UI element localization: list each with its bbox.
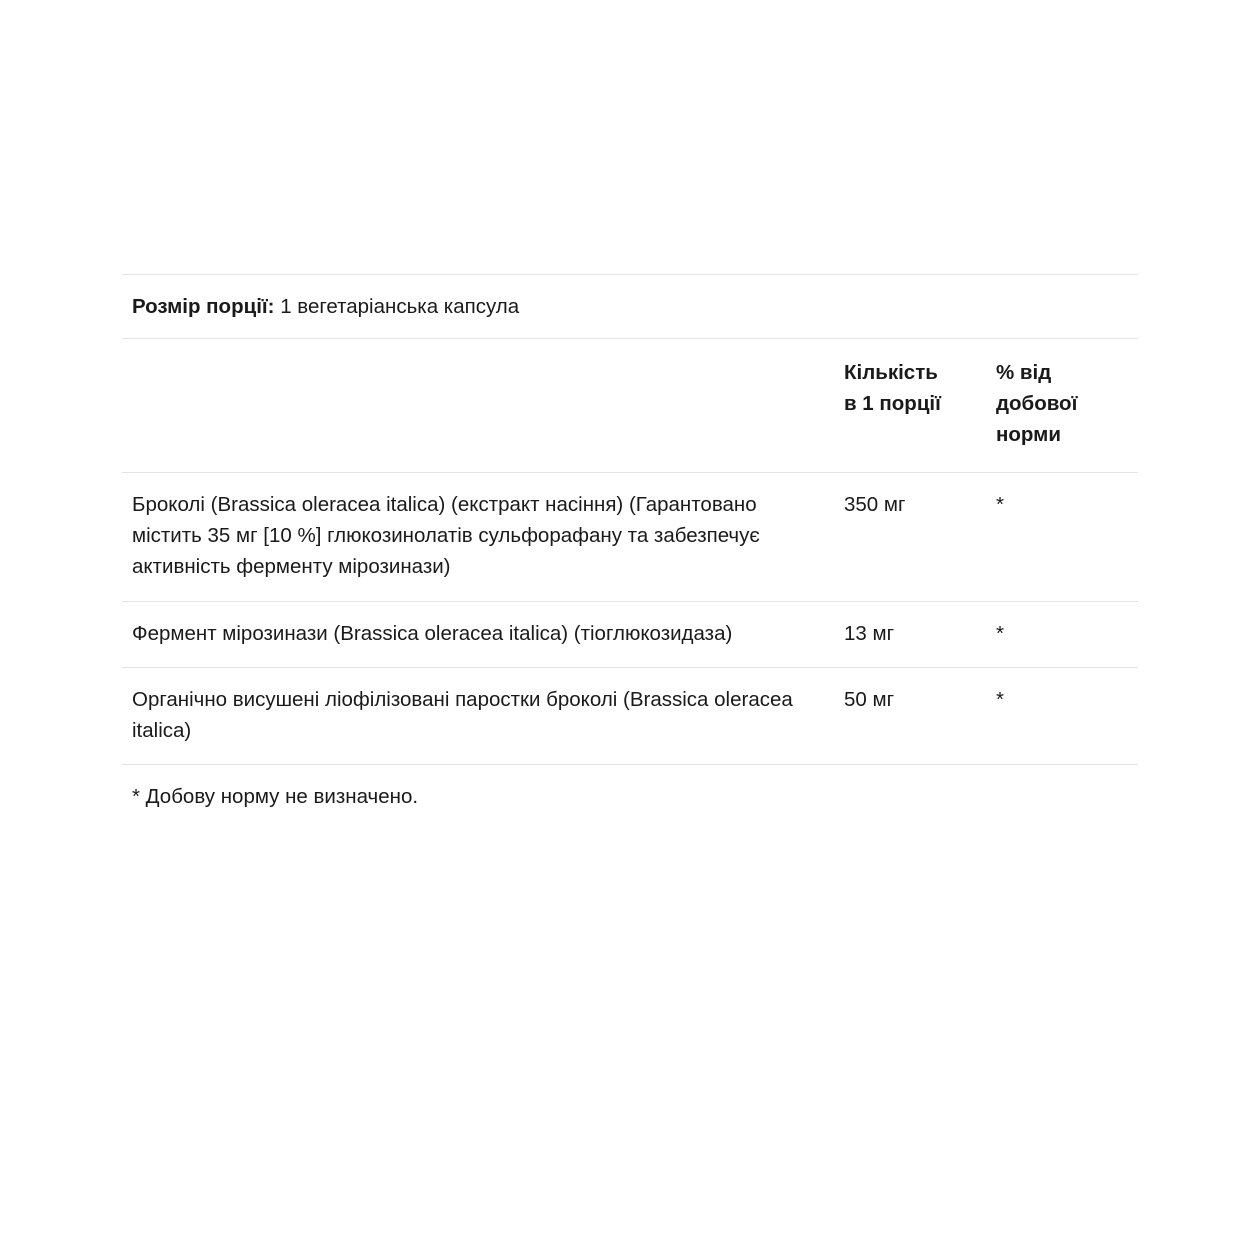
supplement-facts-table (122, 338, 1138, 833)
daily-value-footnote: * Добову норму не визначено. (122, 765, 1138, 833)
column-header-ingredient (122, 338, 834, 472)
ingredient-name: Фермент мірозинази (Brassica oleracea italica) (тіоглюкозидаза) (122, 601, 834, 667)
table-row (122, 667, 1138, 764)
serving-size-value: 1 вегетаріанська капсула (274, 295, 520, 318)
supplement-facts-panel (122, 274, 1138, 832)
table-header-row (122, 338, 1138, 472)
column-header-dv-line1: % від (996, 360, 1052, 384)
footnote-row (122, 765, 1138, 833)
serving-size-row (122, 275, 1138, 338)
ingredient-name: Органічно висушені ліофілізовані паростки броколі (Brassica oleracea italica) (122, 667, 834, 764)
ingredient-amount: 350 мг (834, 473, 986, 601)
ingredient-daily-value: * (986, 667, 1138, 764)
column-header-amount-line1: Кількість (844, 360, 938, 384)
serving-size-label: Розмір порції: (132, 295, 275, 318)
ingredient-amount: 50 мг (834, 667, 986, 764)
column-header-amount-line2: в 1 порції (844, 391, 941, 415)
table-row (122, 473, 1138, 601)
table-header (122, 338, 1138, 472)
column-header-dv-line3: норми (996, 423, 1061, 446)
table-body (122, 473, 1138, 833)
ingredient-name: Броколі (Brassica oleracea italica) (екстракт насіння) (Гарантовано містить 35 мг [10 %] глюкозинолатів сульфорафану та забезпечує активність ферменту мірозинази) (122, 473, 834, 601)
ingredient-daily-value: * (986, 601, 1138, 667)
ingredient-amount: 13 мг (834, 601, 986, 667)
table-row (122, 601, 1138, 667)
column-header-daily-value (986, 338, 1138, 472)
column-header-amount (834, 338, 986, 472)
ingredient-daily-value: * (986, 473, 1138, 601)
column-header-dv-line2: добової (996, 391, 1078, 415)
